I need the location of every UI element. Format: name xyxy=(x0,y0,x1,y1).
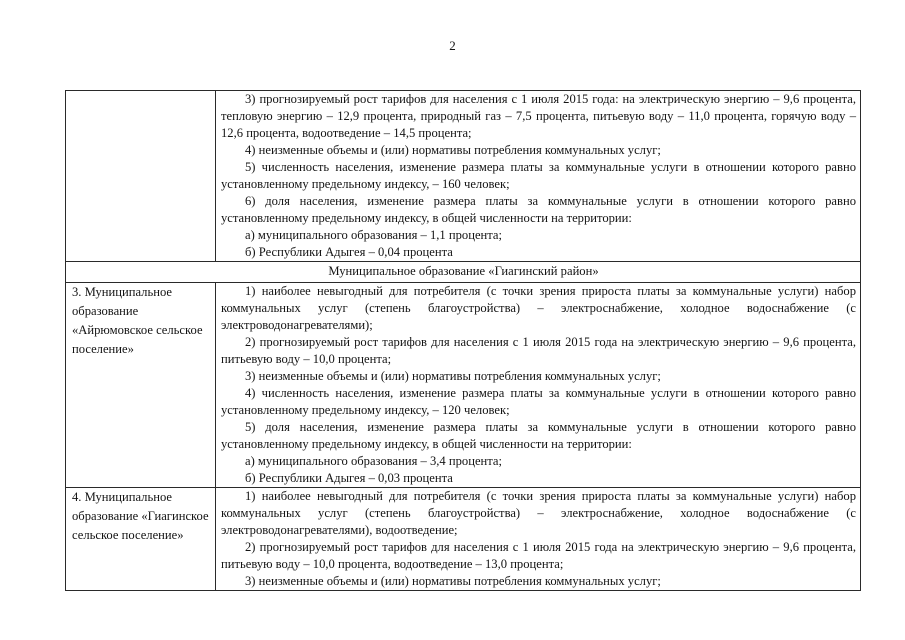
condition-paragraph: б) Республики Адыгея – 0,04 процента xyxy=(245,245,453,259)
condition-paragraph: 3) неизменные объемы и (или) нормативы потребления коммунальных услуг; xyxy=(245,369,661,383)
condition-paragraph: б) Республики Адыгея – 0,03 процента xyxy=(245,471,453,485)
conditions-cell xyxy=(216,91,861,262)
municipality-name-cell: 4. Муниципальное образование «Гиагинское сельское поселение» xyxy=(66,488,216,591)
condition-paragraph: а) муниципального образования – 1,1 процента; xyxy=(245,228,503,242)
conditions-cell xyxy=(216,283,861,488)
section-title: Муниципальное образование «Гиагинский район» xyxy=(66,262,861,283)
condition-paragraph: 5) численность населения, изменение размера платы за коммунальные услуги в отношении которого равно установленному предельному индексу, – 160 человек; xyxy=(221,160,856,191)
municipality-name-cell xyxy=(66,91,216,262)
paragraph-list xyxy=(221,91,856,261)
paragraph-list xyxy=(221,488,856,590)
tariff-table xyxy=(65,90,861,591)
condition-paragraph: 4) численность населения, изменение размера платы за коммунальные услуги в отношении которого равно установленному предельному индексу, – 120 человек; xyxy=(221,386,856,417)
table-row-continuation xyxy=(66,91,861,262)
condition-paragraph: 1) наиболее невыгодный для потребителя (с точки зрения прироста платы за коммунальные услуги) набор коммунальных услуг (степень благоустройства) – электроснабжение, холодное водоснабжение (с электроводонагревателями), водоотведение; xyxy=(221,489,856,537)
table-row-municipality xyxy=(66,283,861,488)
condition-paragraph: 6) доля населения, изменение размера платы за коммунальные услуги в отношении которого равно установленному предельному индексу, в общей численности на территории: xyxy=(221,194,856,225)
condition-paragraph: 4) неизменные объемы и (или) нормативы потребления коммунальных услуг; xyxy=(245,143,661,157)
page-number: 2 xyxy=(449,38,456,53)
condition-paragraph: 1) наиболее невыгодный для потребителя (с точки зрения прироста платы за коммунальные услуги) набор коммунальных услуг (степень благоустройства) – электроснабжение, холодное водоснабжение (с электроводонагревателями); xyxy=(221,284,856,332)
condition-paragraph: а) муниципального образования – 3,4 процента; xyxy=(245,454,503,468)
table-row-section xyxy=(66,262,861,283)
condition-paragraph: 3) прогнозируемый рост тарифов для населения с 1 июля 2015 года: на электрическую энергию – 9,6 процента, тепловую энергию – 12,9 процента, природный газ – 7,5 процента, питьевую воду – 11,0 процента, горячую воду – 12,6 процента, водоотведение – 14,5 процента; xyxy=(221,92,856,140)
paragraph-list xyxy=(221,283,856,487)
conditions-cell xyxy=(216,488,861,591)
municipality-name-cell: 3. Муниципальное образование «Айрюмовское сельское поселение» xyxy=(66,283,216,488)
condition-paragraph: 3) неизменные объемы и (или) нормативы потребления коммунальных услуг; xyxy=(245,574,661,588)
condition-paragraph: 2) прогнозируемый рост тарифов для населения с 1 июля 2015 года на электрическую энергию – 9,6 процента, питьевую воду – 10,0 процента, водоотведение – 13,0 процента; xyxy=(221,540,856,571)
table-row-municipality xyxy=(66,488,861,591)
condition-paragraph: 5) доля населения, изменение размера платы за коммунальные услуги в отношении которого равно установленному предельному индексу, в общей численности на территории: xyxy=(221,420,856,451)
condition-paragraph: 2) прогнозируемый рост тарифов для населения с 1 июля 2015 года на электрическую энергию – 9,6 процента, питьевую воду – 10,0 процента; xyxy=(221,335,856,366)
